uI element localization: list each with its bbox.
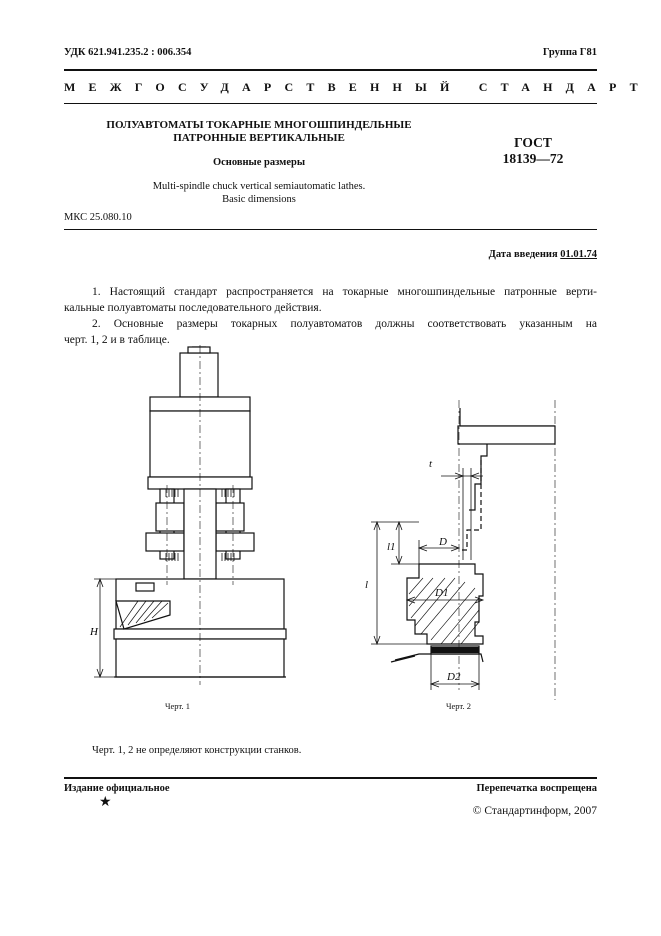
intro-date xyxy=(489,249,597,260)
fig2-dim-D1: D1 xyxy=(435,587,449,599)
figures-note: Черт. 1, 2 не определяют конструкции станков. xyxy=(92,745,302,756)
paragraph-2-line-1: 2. Основные размеры токарных полуавтоматов должны соответствовать указанным на xyxy=(92,318,597,330)
udc-code: УДК 621.941.235.2 : 006.354 xyxy=(64,47,192,58)
title-line-2: ПАТРОННЫЕ ВЕРТИКАЛЬНЫЕ xyxy=(173,132,345,144)
mks-rule xyxy=(64,229,597,230)
paragraph-2 xyxy=(64,316,597,348)
footer-rule xyxy=(64,777,597,779)
title-line-1: ПОЛУАВТОМАТЫ ТОКАРНЫЕ МНОГОШПИНДЕЛЬНЫЕ xyxy=(106,119,412,131)
copyright: © Стандартинформ, 2007 xyxy=(472,805,597,817)
paragraph-1-line-2: кальные полуавтоматы последовательного действия. xyxy=(64,302,322,314)
fig2-dim-D2: D2 xyxy=(447,671,461,683)
star-icon: ★ xyxy=(99,795,112,810)
doc-english-title xyxy=(64,180,454,206)
intro-date-label: Дата введения xyxy=(488,249,558,260)
fig2-dim-l: l xyxy=(365,579,369,591)
reprint-prohibited: Перепечатка воспрещена xyxy=(476,783,597,794)
figure-2-caption: Черт. 2 xyxy=(446,701,472,711)
figure-1-caption: Черт. 1 xyxy=(165,701,191,711)
english-title-line-1: Multi-spindle chuck vertical semiautomatic lathes. xyxy=(152,181,366,192)
fig2-dim-l1: l1 xyxy=(387,541,396,553)
english-title-line-2: Basic dimensions xyxy=(222,194,296,205)
paragraph-1-line-1: 1. Настоящий стандарт распространяется на токарные многошпиндельные патронные верти- xyxy=(92,286,597,298)
gost-block xyxy=(478,135,588,167)
fig2-dim-t: t xyxy=(429,458,433,470)
figure-1-drawing xyxy=(80,345,310,690)
paragraph-1 xyxy=(64,284,597,316)
fig1-dim-H: H xyxy=(90,626,98,638)
group-code: Группа Г81 xyxy=(542,47,597,58)
gost-number: 18139—72 xyxy=(502,151,564,166)
intro-date-value: 01.01.74 xyxy=(560,249,597,260)
doc-title xyxy=(64,119,454,145)
banner-rule xyxy=(64,103,597,104)
top-rule xyxy=(64,69,597,71)
fig2-chuck-jaw xyxy=(431,647,479,653)
paragraph-2-line-2: черт. 1, 2 и в таблице. xyxy=(64,334,170,346)
fig2-dim-D: D xyxy=(439,536,447,548)
official-edition: Издание официальное xyxy=(64,783,170,794)
gost-label: ГОСТ xyxy=(514,135,552,150)
banner-title: МЕЖГОСУДАРСТВЕННЫЙ СТАНДАРТ xyxy=(64,80,651,94)
figure-2-drawing xyxy=(355,400,570,700)
doc-subtitle: Основные размеры xyxy=(212,157,306,168)
mks-code: МКС 25.080.10 xyxy=(64,212,132,223)
